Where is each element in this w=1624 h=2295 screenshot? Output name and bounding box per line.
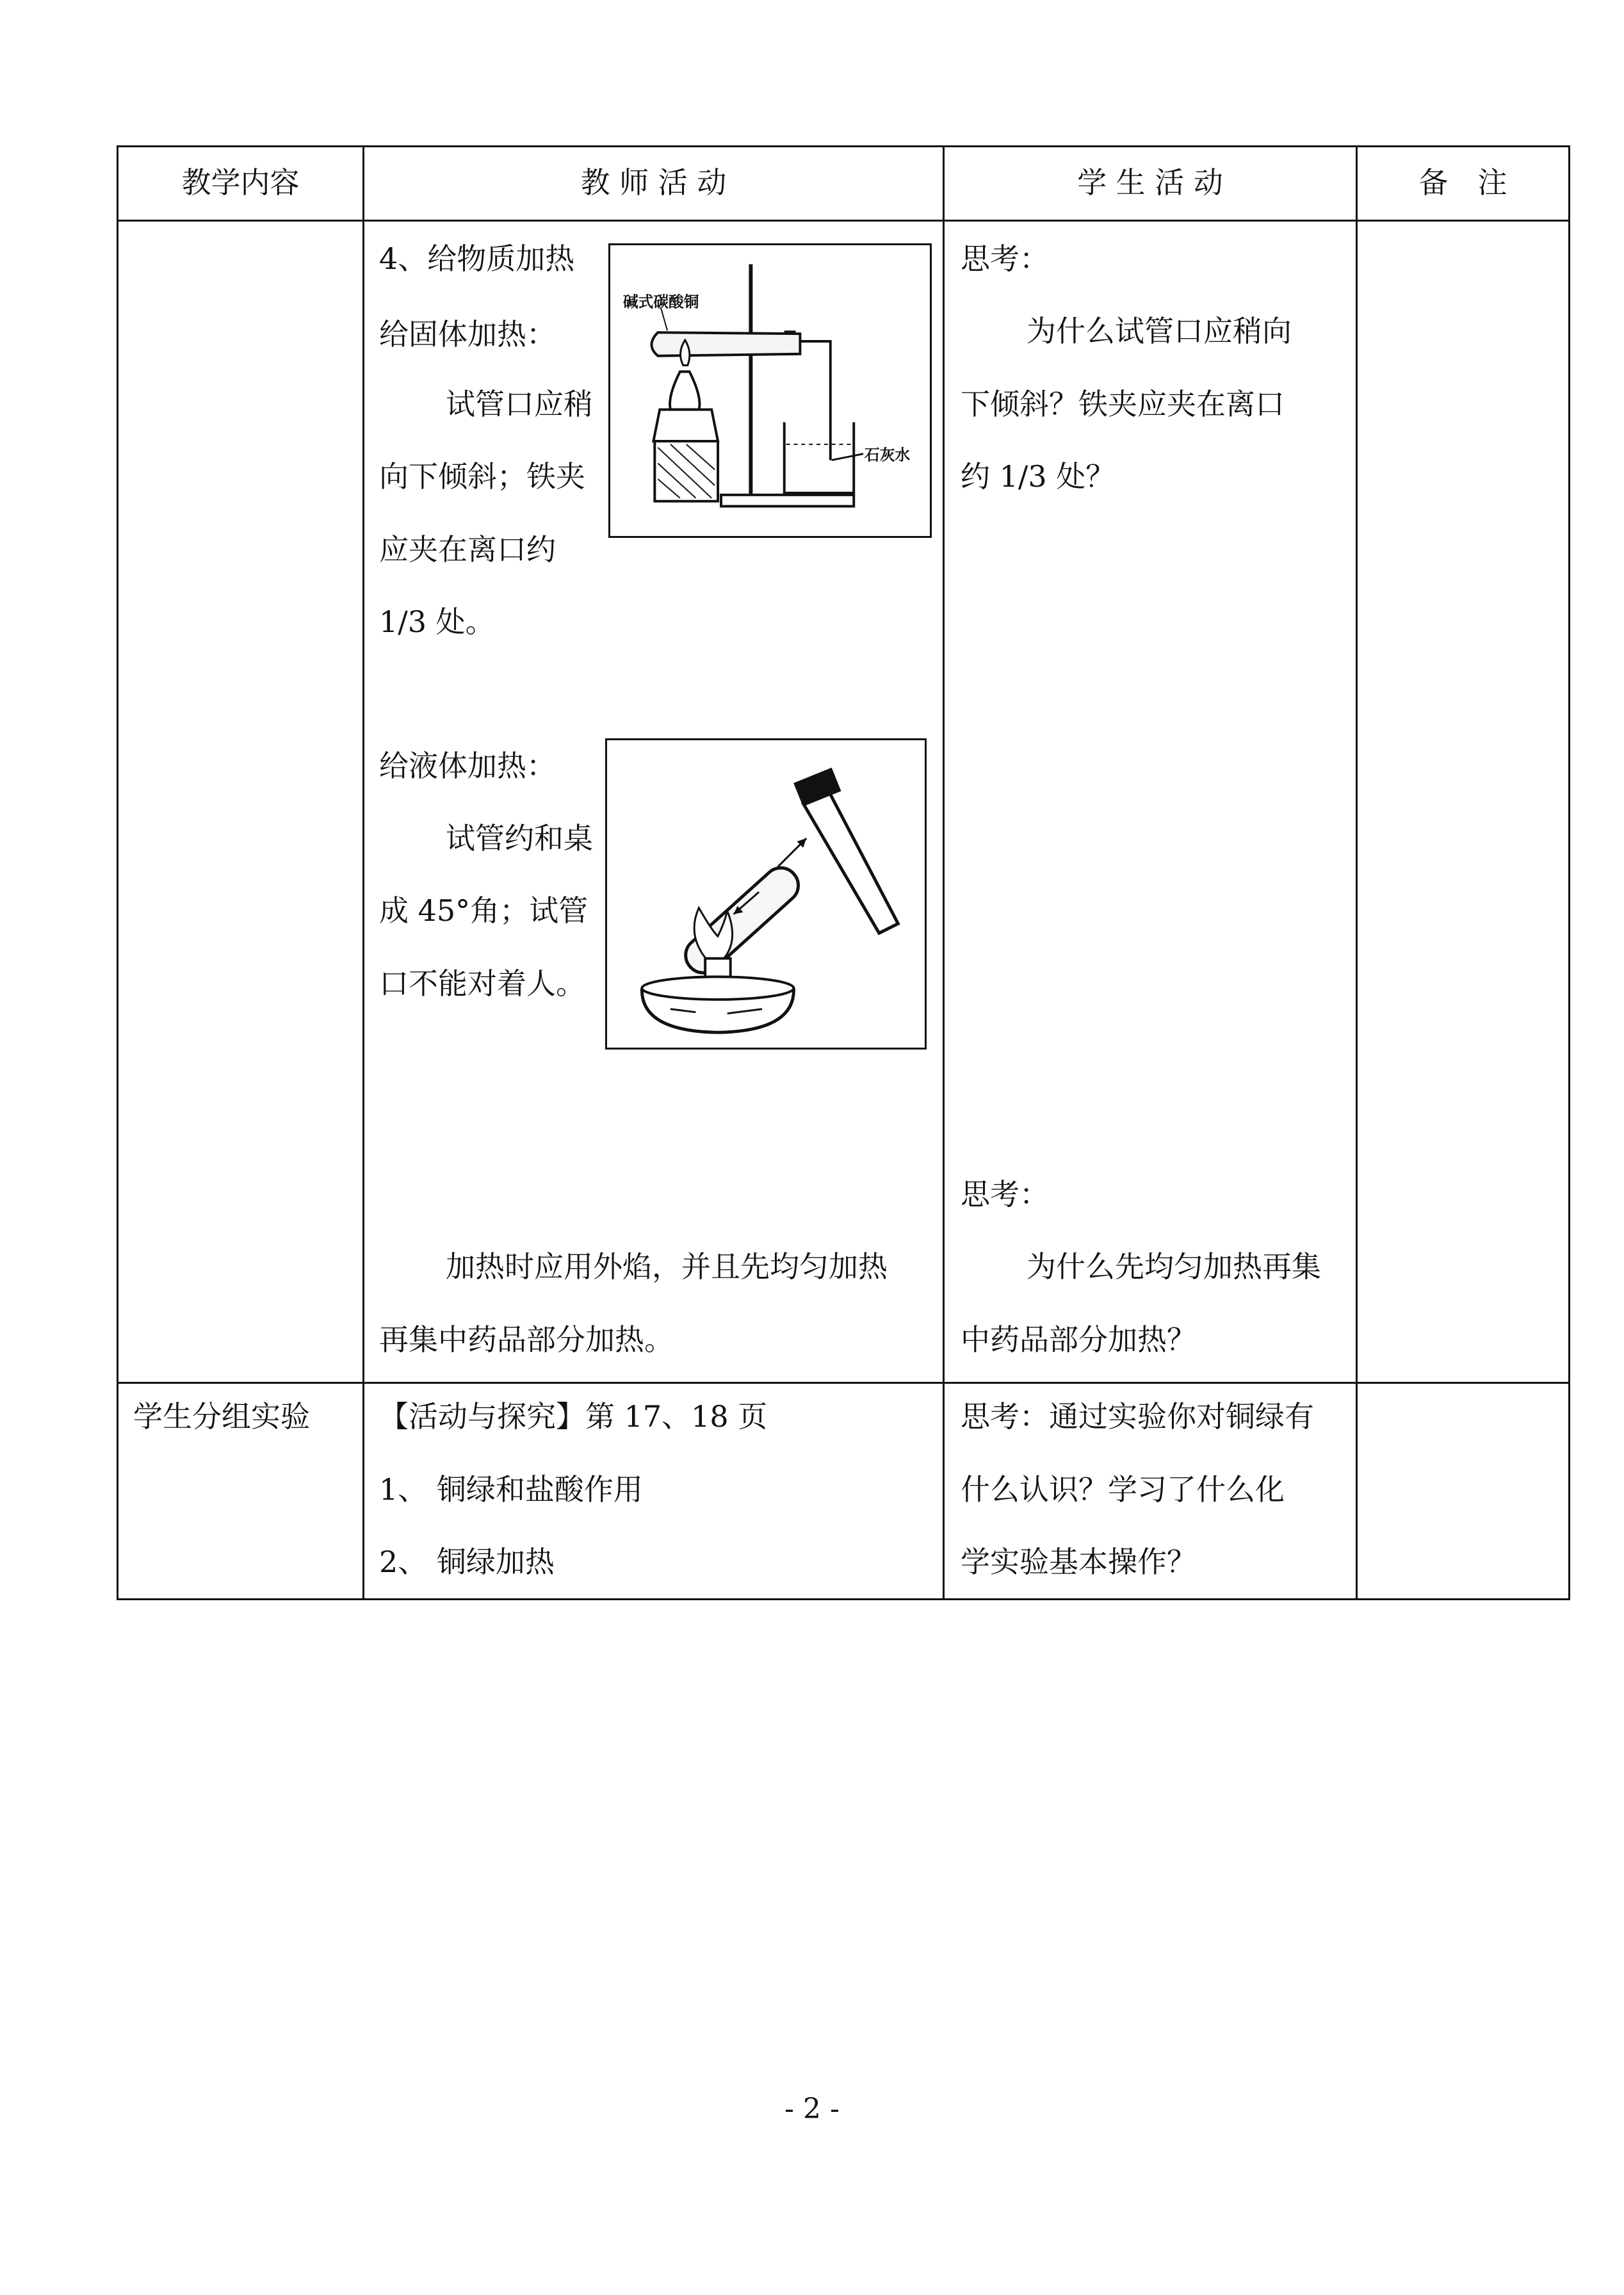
activity-item-1: 1、 铜绿和盐酸作用 (379, 1472, 643, 1507)
activity-item-2: 2、 铜绿加热 (379, 1545, 555, 1579)
student-think-1: 思考： (961, 241, 1049, 276)
sample-label: 碱式碳酸铜 (623, 293, 699, 311)
liquid-heating-illustration (607, 740, 925, 1048)
column-divider-2 (943, 145, 945, 1600)
liquid-heating-text-1: 试管约和桌 (446, 821, 593, 856)
student-think-2: 思考： (961, 1177, 1049, 1212)
page-number: - 2 - (784, 2093, 840, 2125)
header-student-activity: 学 生 活 动 (1077, 165, 1223, 200)
row-divider (117, 1382, 1570, 1384)
header-teaching-content: 教学内容 (181, 165, 300, 200)
student-question-2-line-2: 中药品部分加热？ (961, 1322, 1196, 1357)
student-question-2-line-1: 为什么先均匀加热再集 (1027, 1249, 1321, 1284)
table-border-right (1568, 145, 1570, 1600)
student-question-1-line-1: 为什么试管口应稍向 (1027, 314, 1292, 348)
header-teacher-activity: 教 师 活 动 (580, 165, 727, 200)
solid-heating-illustration (610, 245, 930, 536)
flame-text-1: 加热时应用外焰，并且先均匀加热 (446, 1249, 888, 1284)
group-think-line-2: 什么认识？学习了什么化 (961, 1472, 1285, 1507)
student-question-1-line-3: 约 1/3 处？ (961, 459, 1116, 494)
header-remarks: 备 注 (1418, 165, 1507, 200)
liquid-heating-heading: 给液体加热： (379, 749, 556, 783)
activity-reference: 【活动与探究】第 17、18 页 (379, 1399, 768, 1434)
solid-heating-figure (608, 243, 932, 538)
column-divider-1 (362, 145, 364, 1600)
liquid-heating-text-2: 成 45°角；试管 (379, 893, 589, 928)
group-experiment-label: 学生分组实验 (133, 1399, 310, 1434)
solid-heating-text-4: 1/3 处。 (379, 604, 495, 639)
liquid-heating-figure (605, 738, 927, 1050)
group-think-line-3: 学实验基本操作？ (961, 1545, 1196, 1579)
column-divider-3 (1356, 145, 1358, 1600)
table-border-left (117, 145, 118, 1600)
solid-heating-text-3: 应夹在离口约 (379, 532, 556, 567)
solid-heating-text-1: 试管口应稍 (446, 387, 593, 421)
student-question-1-line-2: 下倾斜？铁夹应夹在离口 (961, 387, 1285, 421)
group-think-line-1: 思考：通过实验你对铜绿有 (961, 1399, 1314, 1434)
liquid-heating-text-3: 口不能对着人。 (379, 966, 585, 1001)
flame-text-2: 再集中药品部分加热。 (379, 1322, 674, 1357)
table-border-bottom (117, 1598, 1570, 1600)
heating-title: 4、给物质加热 (379, 241, 575, 276)
solid-heating-heading: 给固体加热： (379, 317, 556, 352)
limewater-label: 石灰水 (865, 446, 911, 464)
solid-heating-text-2: 向下倾斜；铁夹 (379, 459, 585, 494)
